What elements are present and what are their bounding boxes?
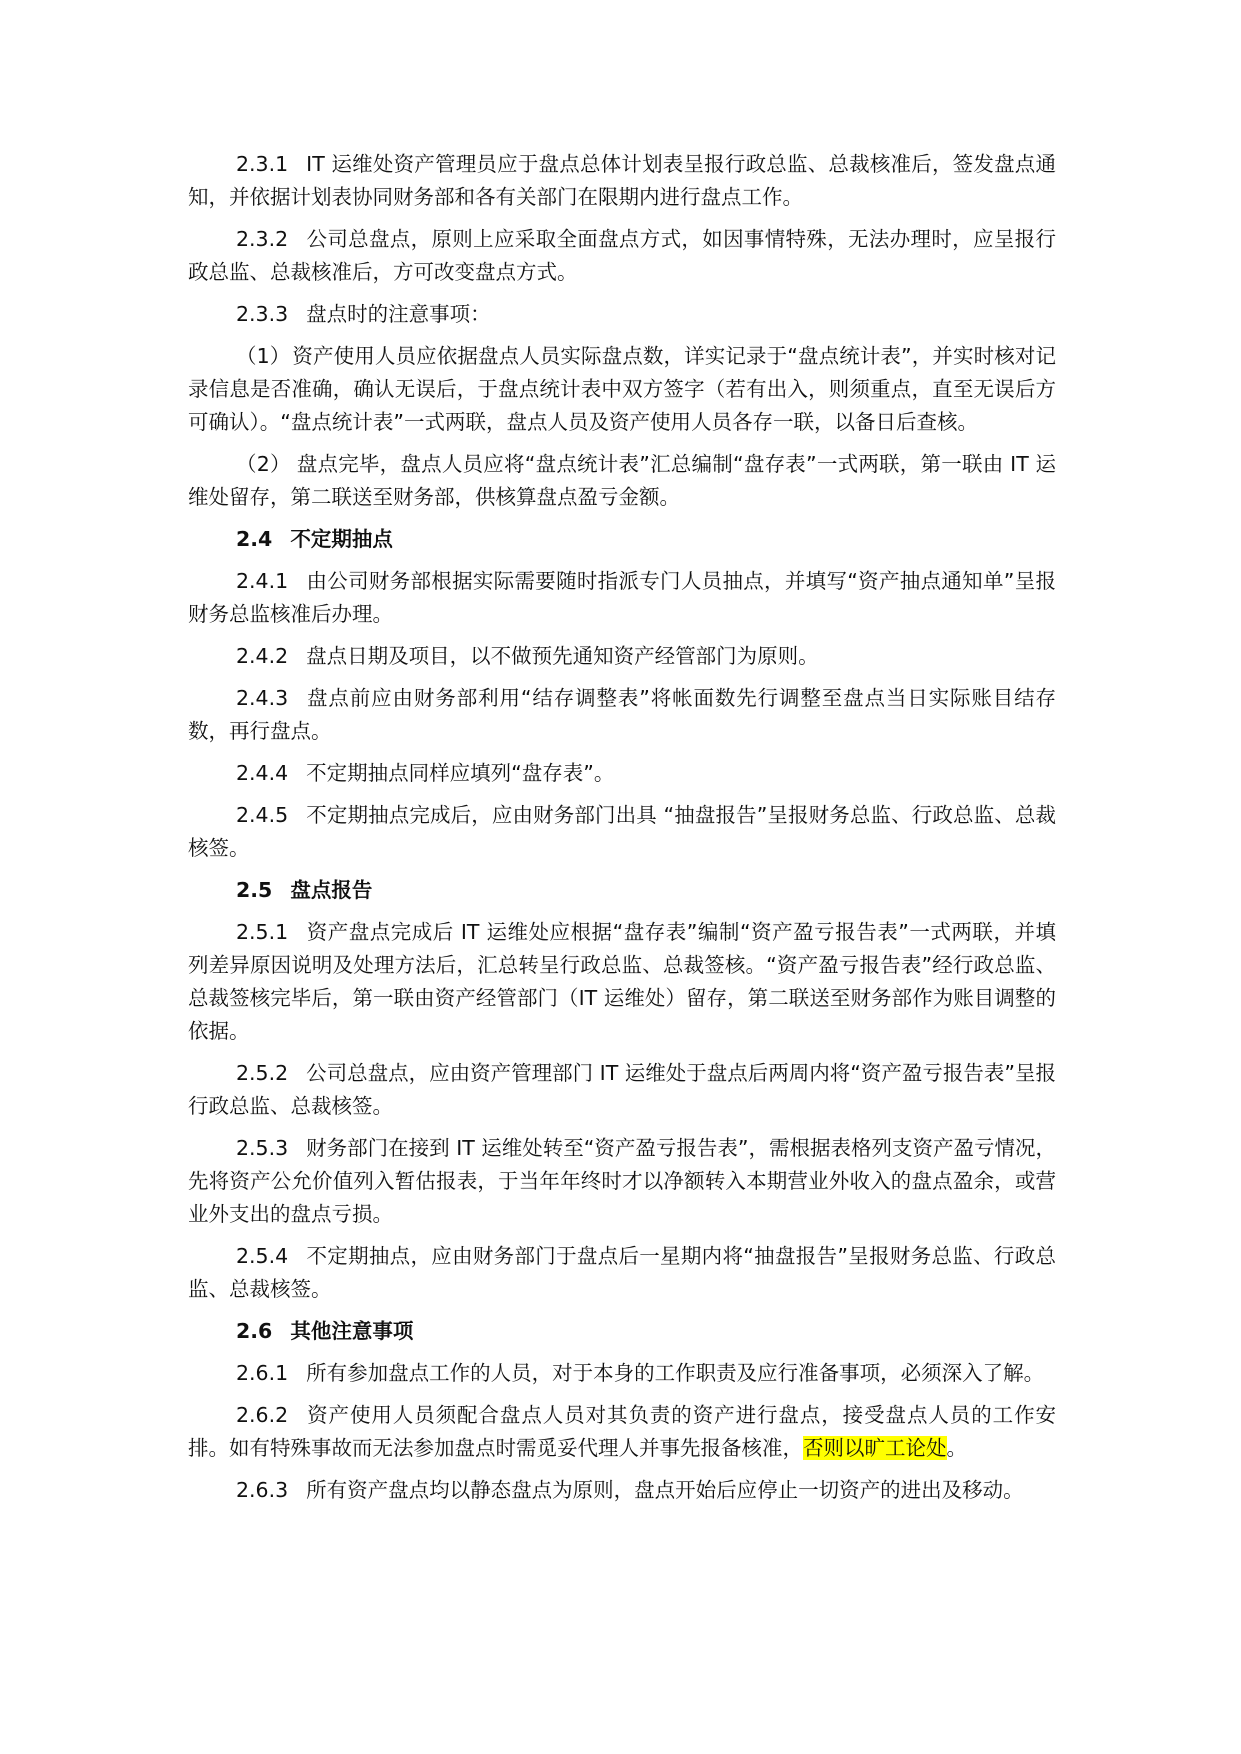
clause-number: 2.3.1 (236, 152, 289, 176)
clause-2-3-2 (188, 223, 1056, 289)
clause-number: 2.6.2 (236, 1403, 289, 1427)
clause-number: 2.4.1 (236, 569, 289, 593)
clause-number: 2.4.2 (236, 644, 289, 668)
clause-2-3-3 (188, 298, 1056, 331)
clause-item-1 (188, 340, 1056, 439)
clause-number: 2.4.5 (236, 803, 289, 827)
clause-text: 盘点日期及项目，以不做预先通知资产经管部门为原则。 (306, 644, 819, 668)
clause-2-4-5 (188, 799, 1056, 865)
clause-number: 2.4.3 (236, 686, 289, 710)
clause-item-2 (188, 448, 1056, 514)
clause-2-5-3 (188, 1132, 1056, 1231)
clause-text: 财务部门在接到 IT 运维处转至“资产盈亏报告表”，需根据表格列支资产盈亏情况，先将资产公允价值列入暂估报表，于当年年终时才以净额转入本期营业外收入的盘点盈余，或营业外支出的盘点亏损。 (188, 1136, 1057, 1226)
clause-text: 由公司财务部根据实际需要随时指派专门人员抽点，并填写“资产抽点通知单”呈报财务总监核准后办理。 (188, 569, 1056, 626)
clause-2-4-2 (188, 640, 1056, 673)
section-heading-2-6 (188, 1315, 1056, 1348)
clause-text: 资产盘点完成后 IT 运维处应根据“盘存表”编制“资产盈亏报告表”一式两联，并填列差异原因说明及处理方法后，汇总转呈行政总监、总裁签核。“资产盈亏报告表”经行政总监、总裁签核完毕后，第一联由资产经管部门（IT 运维处）留存，第二联送至财务部作为账目调整的依据。 (188, 920, 1056, 1043)
clause-text: 所有参加盘点工作的人员，对于本身的工作职责及应行准备事项，必须深入了解。 (306, 1361, 1045, 1385)
clause-number: 2.4.4 (236, 761, 289, 785)
clause-number: 2.3.2 (236, 227, 289, 251)
heading-text: 其他注意事项 (290, 1319, 414, 1343)
clause-text: 资产使用人员须配合盘点人员对其负责的资产进行盘点，接受盘点人员的工作安排。如有特殊事故而无法参加盘点时需觅妥代理人并事先报备核准， (188, 1403, 1056, 1460)
clause-text: 盘点时的注意事项： (306, 302, 491, 326)
clause-number: 2.5.1 (236, 920, 289, 944)
item-number: （1） (236, 344, 291, 368)
clause-number: 2.5.4 (236, 1244, 289, 1268)
section-heading-2-5 (188, 874, 1056, 907)
clause-number: 2.5.3 (236, 1136, 289, 1160)
clause-2-6-3 (188, 1474, 1056, 1507)
clause-text: 不定期抽点同样应填列“盘存表”。 (306, 761, 615, 785)
clause-number: 2.3.3 (236, 302, 289, 326)
heading-number: 2.6 (236, 1319, 273, 1343)
clause-text: 所有资产盘点均以静态盘点为原则，盘点开始后应停止一切资产的进出及移动。 (306, 1478, 1024, 1502)
clause-number: 2.6.1 (236, 1361, 289, 1385)
clause-2-4-1 (188, 565, 1056, 631)
clause-2-4-3 (188, 682, 1056, 748)
section-heading-2-4 (188, 523, 1056, 556)
clause-text: IT 运维处资产管理员应于盘点总体计划表呈报行政总监、总裁核准后，签发盘点通知，并依据计划表协同财务部和各有关部门在限期内进行盘点工作。 (188, 152, 1056, 209)
clause-tail: 。 (946, 1436, 967, 1460)
heading-text: 不定期抽点 (290, 527, 393, 551)
clause-2-5-4 (188, 1240, 1056, 1306)
clause-text: 公司总盘点，原则上应采取全面盘点方式，如因事情特殊，无法办理时，应呈报行政总监、总裁核准后，方可改变盘点方式。 (188, 227, 1056, 284)
heading-number: 2.4 (236, 527, 273, 551)
clause-2-5-1 (188, 916, 1056, 1048)
clause-2-6-1 (188, 1357, 1056, 1390)
clause-number: 2.6.3 (236, 1478, 289, 1502)
heading-text: 盘点报告 (290, 878, 373, 902)
clause-text: 盘点前应由财务部利用“结存调整表”将帐面数先行调整至盘点当日实际账目结存数，再行盘点。 (188, 686, 1056, 743)
clause-2-3-1 (188, 148, 1056, 214)
item-text: 资产使用人员应依据盘点人员实际盘点数，详实记录于“盘点统计表”，并实时核对记录信息是否准确，确认无误后，于盘点统计表中双方签字（若有出入，则须重点，直至无误后方可确认）。“盘点统计表”一式两联，盘点人员及资产使用人员各存一联，以备日后查核。 (188, 344, 1056, 434)
clause-text: 公司总盘点，应由资产管理部门 IT 运维处于盘点后两周内将“资产盈亏报告表”呈报行政总监、总裁核签。 (188, 1061, 1057, 1118)
clause-text: 不定期抽点完成后，应由财务部门出具 “抽盘报告”呈报财务总监、行政总监、总裁核签。 (188, 803, 1056, 860)
item-number: （2） (236, 452, 291, 476)
highlighted-text: 否则以旷工论处 (803, 1436, 947, 1460)
clause-2-4-4 (188, 757, 1056, 790)
clause-text: 不定期抽点，应由财务部门于盘点后一星期内将“抽盘报告”呈报财务总监、行政总监、总裁核签。 (188, 1244, 1056, 1301)
clause-2-6-2 (188, 1399, 1056, 1465)
item-text: 盘点完毕，盘点人员应将“盘点统计表”汇总编制“盘存表”一式两联，第一联由 IT 运维处留存，第二联送至财务部，供核算盘点盈亏金额。 (188, 452, 1056, 509)
clause-number: 2.5.2 (236, 1061, 289, 1085)
document-page (188, 148, 1056, 1516)
clause-2-5-2 (188, 1057, 1056, 1123)
heading-number: 2.5 (236, 878, 273, 902)
